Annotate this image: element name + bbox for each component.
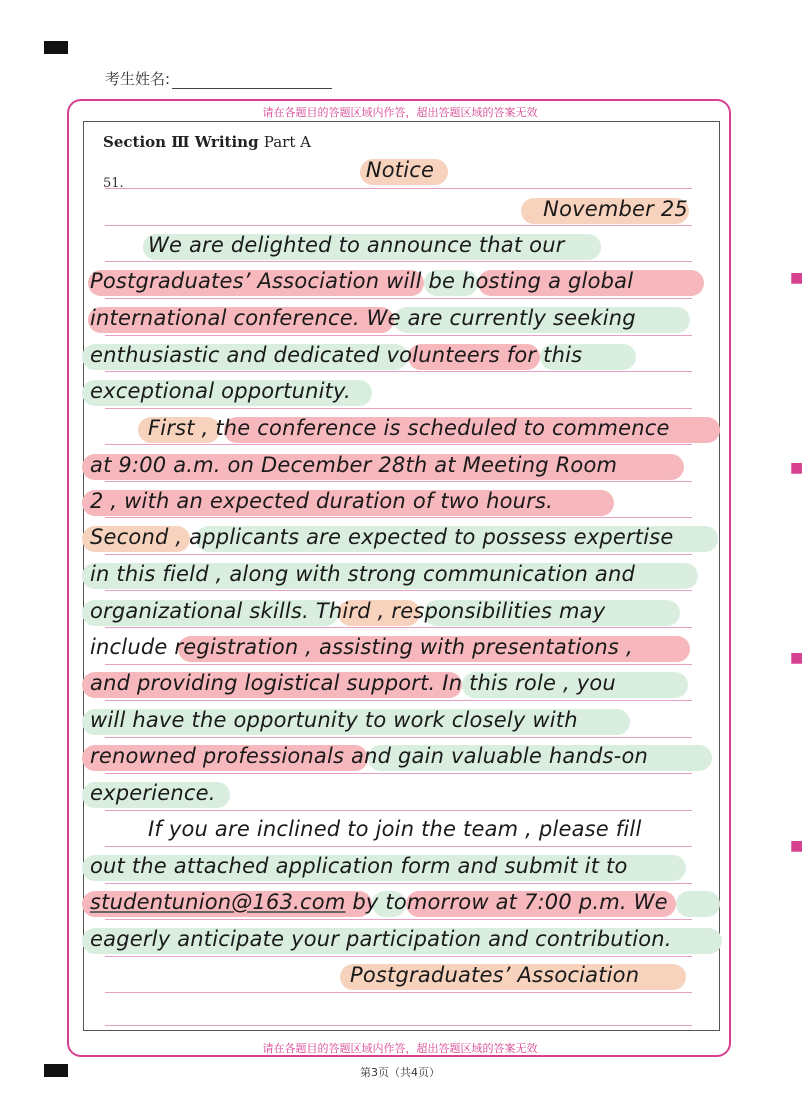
ruled-line: [105, 225, 692, 226]
essay-line: out the attached application form and submit it to: [90, 854, 628, 878]
section-title-main: Section Ⅲ Writing: [103, 133, 259, 151]
candidate-name-label: 考生姓名:: [105, 70, 171, 88]
essay-line: at 9:00 a.m. on December 28th at Meeting Room: [90, 453, 618, 477]
essay-signature: Postgraduates’ Association: [350, 963, 640, 987]
ruled-line: [105, 517, 692, 518]
essay-line: First , the conference is scheduled to commence: [148, 416, 670, 440]
margin-mark: ■: [790, 838, 803, 854]
essay-line: and providing logistical support. In this role , you: [90, 671, 616, 695]
ruled-line: [105, 298, 692, 299]
ruled-line: [105, 554, 692, 555]
margin-mark: ■: [790, 270, 803, 286]
ruled-line: [105, 371, 692, 372]
section-title-part: Part A: [263, 133, 311, 151]
essay-line: Second , applicants are expected to possess expertise: [90, 525, 674, 549]
ruled-line: [105, 335, 692, 336]
highlight: [676, 891, 720, 917]
candidate-name-blank: [172, 74, 332, 89]
ruled-line: [105, 627, 692, 628]
essay-line: We are delighted to announce that our: [148, 233, 565, 257]
ruled-line: [105, 737, 692, 738]
page-number: 第3页（共4页）: [360, 1066, 440, 1079]
margin-mark: ■: [790, 650, 803, 666]
essay-line: experience.: [90, 781, 216, 805]
essay-line: renowned professionals and gain valuable hands-on: [90, 744, 649, 768]
question-number: 51.: [103, 176, 124, 191]
essay-line-rest: by tomorrow at 7:00 p.m. We: [352, 890, 668, 914]
ruled-line: [105, 481, 692, 482]
ruled-line: [105, 664, 692, 665]
essay-line: enthusiastic and dedicated volunteers for this: [90, 343, 583, 367]
ruled-line: [105, 188, 692, 189]
margin-mark: ■: [790, 460, 803, 476]
candidate-name-field: [105, 68, 332, 89]
ruled-line: [105, 919, 692, 920]
answer-area-notice-top: 请在各题目的答题区域内作答，超出答题区域的答案无效: [262, 106, 538, 119]
ruled-line: [105, 956, 692, 957]
ruled-line: [105, 810, 692, 811]
ruled-line: [105, 992, 692, 993]
section-title: [103, 133, 311, 151]
essay-line: will have the opportunity to work closely with: [90, 708, 578, 732]
essay-line: If you are inclined to join the team , please fill: [148, 817, 642, 841]
essay-line: exceptional opportunity.: [90, 379, 351, 403]
ruled-line: [105, 846, 692, 847]
essay-line: 2 , with an expected duration of two hours.: [90, 489, 553, 513]
ruled-line: [105, 590, 692, 591]
ruled-line: [105, 700, 692, 701]
ruled-line: [105, 773, 692, 774]
ruled-line: [105, 1025, 692, 1026]
essay-title: Notice: [365, 158, 435, 182]
ruled-line: [105, 444, 692, 445]
essay-line: [90, 890, 668, 914]
essay-line: organizational skills. Third , responsibilities may: [90, 599, 606, 623]
essay-date: November 25: [543, 197, 688, 221]
ruled-line: [105, 883, 692, 884]
essay-line: eagerly anticipate your participation and contribution.: [90, 927, 672, 951]
registration-mark-top: [44, 41, 68, 54]
essay-line: international conference. We are currently seeking: [90, 306, 636, 330]
essay-line: Postgraduates’ Association will be hosting a global: [90, 269, 634, 293]
essay-email: studentunion@163.com: [90, 890, 346, 914]
ruled-line: [105, 261, 692, 262]
ruled-line: [105, 408, 692, 409]
essay-line: in this field , along with strong communication and: [90, 562, 636, 586]
essay-line: include registration , assisting with presentations ,: [90, 635, 633, 659]
answer-area-notice-bottom: 请在各题目的答题区域内作答，超出答题区域的答案无效: [262, 1042, 538, 1055]
